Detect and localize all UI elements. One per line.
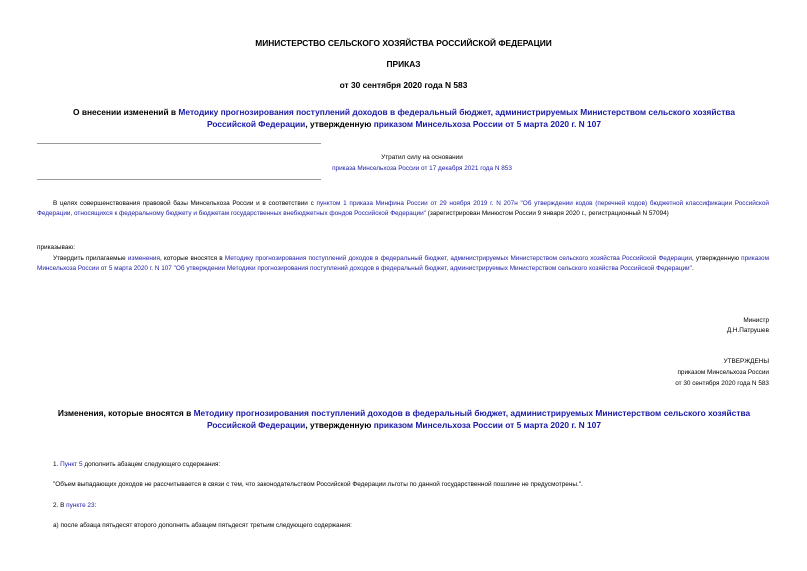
preamble-paragraph <box>37 199 769 219</box>
methodology-link[interactable]: Методику прогнозирования поступлений доходов в федеральный бюджет, администрируемых Министерством сельского хозяйства Российской Федерации <box>224 255 692 262</box>
changes-order-link[interactable]: приказом Минсельхоза России от 5 марта 2020 г. N 107 <box>373 420 602 430</box>
changes-title <box>48 407 760 431</box>
preamble-registration: (зарегистрирован Минюстом России 9 января 2020 г., регистрационный N 57094) <box>425 210 669 217</box>
repeal-order-link[interactable]: приказа Минсельхоза России от 17 декабря 2021 года N 853 <box>332 165 512 172</box>
order-label: приказываю: <box>37 244 75 251</box>
item-2-link[interactable]: пункте 23 <box>66 502 95 509</box>
order-t3: , утвержденную <box>691 255 742 262</box>
changes-title-middle: , утвержденную <box>305 420 374 430</box>
order-paragraph <box>37 254 769 274</box>
divider-top <box>37 143 321 144</box>
title-order-link[interactable]: приказом Минсельхоза России от 5 марта 2020 г. N 107 <box>373 119 602 129</box>
order-107-link[interactable]: приказом Минсельхоза России от 5 марта 2020 г. N 107 "Об утверждении Методики прогнозирования поступлений доходов в федеральный бюджет, администрируемых Министерством сельского хозяйства Российской Федерации" <box>37 255 769 272</box>
title-middle: , утвержденную <box>305 119 374 129</box>
preamble-text: В целях совершенствования правовой базы Минсельхоза России и в соответствии с <box>53 200 317 207</box>
title-methodology-link[interactable]: Методику прогнозирования поступлений доходов в федеральный бюджет, администрируемых Министерством сельского хозяйства Российской Федерации <box>178 107 735 129</box>
doc-date-number: от 30 сентября 2020 года N 583 <box>339 80 468 90</box>
ministry-heading: МИНИСТЕРСТВО СЕЛЬСКОГО ХОЗЯЙСТВА РОССИЙСКОЙ ФЕДЕРАЦИИ <box>255 38 552 48</box>
signature-name: Д.Н.Патрушев <box>726 327 769 334</box>
changes-methodology-link[interactable]: Методику прогнозирования поступлений доходов в федеральный бюджет, администрируемых Министерством сельского хозяйства Российской Федерации <box>193 408 751 430</box>
doc-type-heading: ПРИКАЗ <box>386 59 421 69</box>
changes-link[interactable]: изменения <box>127 255 160 262</box>
divider-bottom <box>37 179 321 180</box>
order-t2: , которые вносятся в <box>159 255 225 262</box>
item-1-link[interactable]: Пункт 5 <box>60 461 83 468</box>
approval-line1: УТВЕРЖДЕНЫ <box>723 358 769 365</box>
signature-role: Министр <box>743 317 769 324</box>
document-title <box>48 106 760 130</box>
item-2-number: 2. В <box>53 502 67 509</box>
repeal-note: Утратил силу на основании <box>381 154 463 161</box>
item-2-text: : <box>94 502 97 509</box>
minfin-order-link[interactable]: пунктом 1 приказа Минфина России от 29 ноября 2019 г. N 207н "Об утверждении кодов (перечней кодов) бюджетной классификации Российской Федерации, относящихся к федеральному бюджету и бюджетам государственных внебюджетных фондов Российской Федерации" <box>37 200 769 217</box>
approval-line2: приказом Минсельхоза России <box>677 369 769 376</box>
repeal-link-line <box>37 164 807 174</box>
changes-title-prefix: Изменения, которые вносятся в <box>57 408 194 418</box>
approval-line3: от 30 сентября 2020 года N 583 <box>675 380 769 387</box>
item-1-text: дополнить абзацем следующего содержания: <box>82 461 221 468</box>
item-1-number: 1. <box>53 461 61 468</box>
item-2 <box>53 501 769 511</box>
item-1 <box>53 460 769 470</box>
order-t1: Утвердить прилагаемые <box>53 255 128 262</box>
item-1-quote: "Объем выпадающих доходов не рассчитывается в связи с тем, что законодательством Российской Федерации льготы по данной государственной пошлине не предусмотрены.". <box>53 481 583 488</box>
order-t4: . <box>691 265 694 272</box>
item-2a: а) после абзаца пятьдесят второго дополнить абзацем пятьдесят третьим следующего содержания: <box>53 522 352 529</box>
title-prefix: О внесении изменений в <box>72 107 179 117</box>
